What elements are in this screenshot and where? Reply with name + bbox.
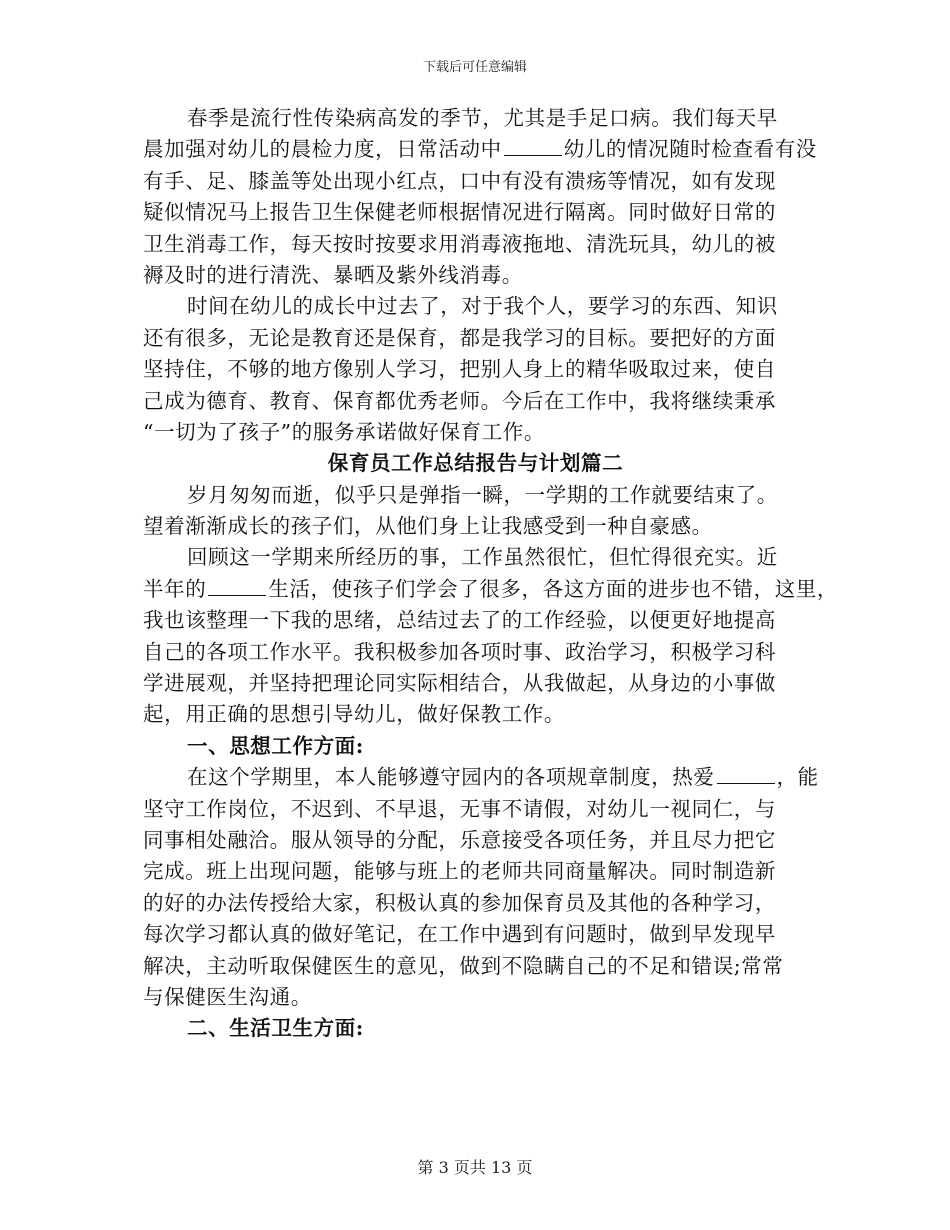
- paragraph-line: [143, 197, 808, 228]
- paragraph-line: [143, 982, 808, 1013]
- line-text: 每次学习都认真的做好笔记，在工作中遇到有问题时，做到早发现早: [143, 922, 776, 947]
- line-text: 褥及时的进行清洗、暴晒及紫外线消毒。: [143, 262, 523, 287]
- line-text: 坚持住，不够的地方像别人学习，把别人身上的精华吸取过来，使自: [143, 357, 776, 382]
- line-text: 与保健医生沟通。: [143, 984, 312, 1009]
- line-text: 一、思想工作方面:: [187, 733, 364, 758]
- section-heading: [143, 1013, 808, 1044]
- line-text: 回顾这一学期来所经历的事，工作虽然很忙，但忙得很充实。近: [187, 545, 778, 570]
- paragraph-line: [143, 794, 808, 825]
- paragraph-line: [143, 637, 808, 668]
- paragraph-line: [143, 291, 808, 322]
- paragraph-line: [143, 762, 819, 793]
- line-text: 疑似情况马上报告卫生保健老师根据情况进行隔离。同时做好日常的: [143, 200, 776, 225]
- paragraph-line: [143, 229, 808, 260]
- paragraph-line: [143, 699, 808, 730]
- paragraph-line: [143, 511, 808, 542]
- line-text: 起，用正确的思想引导幼儿，做好保教工作。: [143, 702, 565, 727]
- paragraph-line: [143, 134, 817, 165]
- line-text: 有手、足、膝盖等处出现小红点，口中有没有溃疡等情况，如有发现: [143, 168, 776, 193]
- paragraph-line: [143, 888, 808, 919]
- line-text: “一切为了孩子”的服务承诺做好保育工作。: [143, 419, 545, 444]
- paragraph-line: [143, 856, 808, 887]
- paragraph-line: [143, 166, 808, 197]
- paragraph-line: [143, 417, 808, 448]
- line-text: 在这个学期里，本人能够遵守园内的各项规章制度，热爱: [187, 765, 715, 790]
- paragraph-line: [143, 668, 808, 699]
- line-text: 学进展观，并坚持把理论同实际相结合，从我做起，从身边的小事做: [143, 671, 776, 696]
- line-text: 的好的办法传授给大家，积极认真的参加保育员及其他的各种学习，: [143, 890, 776, 915]
- line-text: 同事相处融洽。服从领导的分配，乐意接受各项任务，并且尽力把它: [143, 827, 776, 852]
- paragraph-line: [143, 386, 808, 417]
- line-text: 晨加强对幼儿的晨检力度，日常活动中: [143, 137, 502, 162]
- line-text: 春季是流行性传染病高发的季节，尤其是手足口病。我们每天早: [187, 106, 778, 130]
- paragraph-line: [143, 103, 808, 134]
- line-text: 卫生消毒工作，每天按时按要求用消毒液拖地、清洗玩具，幼儿的被: [143, 231, 776, 256]
- paragraph-line: [143, 574, 839, 605]
- paragraph-line: [143, 542, 808, 573]
- section-heading: [143, 731, 808, 762]
- line-text: 我也该整理一下我的思绪，总结过去了的工作经验，以便更好地提高: [143, 608, 776, 633]
- line-text: 完成。班上出现问题，能够与班上的老师共同商量解决。同时制造新: [143, 859, 776, 884]
- paragraph-line: [143, 825, 808, 856]
- line-text: 生活，使孩子们学会了很多，各这方面的进步也不错，这里，: [268, 576, 839, 601]
- paragraph-line: [143, 919, 808, 950]
- line-text: 保育员工作总结报告与计划篇二: [327, 451, 624, 476]
- document-body: [143, 103, 839, 1045]
- line-text: 岁月匆匆而逝，似乎只是弹指一瞬，一学期的工作就要结束了。: [187, 482, 778, 507]
- section-title: [143, 448, 808, 479]
- paragraph-line: [143, 260, 808, 291]
- paragraph-line: [143, 951, 808, 982]
- paragraph-line: [143, 323, 808, 354]
- line-text: 解决，主动听取保健医生的意见，做到不隐瞒自己的不足和错误;常常: [143, 953, 784, 978]
- line-text: 半年的: [143, 576, 207, 601]
- line-text: 幼儿的情况随时检查看有没: [563, 137, 817, 162]
- page-header: 下载后可任意编辑: [422, 60, 527, 75]
- line-text: ，能: [776, 765, 819, 790]
- paragraph-line: [143, 354, 808, 385]
- line-text: 坚守工作岗位，不迟到、不早退，无事不请假，对幼儿一视同仁，与: [143, 796, 776, 821]
- fill-in-blank: [717, 765, 775, 784]
- page-footer: 第 3 页共 13 页: [417, 1158, 533, 1177]
- paragraph-line: [143, 480, 808, 511]
- line-text: 时间在幼儿的成长中过去了，对于我个人，要学习的东西、知识: [187, 294, 778, 319]
- line-text: 己成为德育、教育、保育都优秀老师。今后在工作中，我将继续秉承: [143, 388, 776, 413]
- paragraph-line: [143, 605, 808, 636]
- line-text: 自己的各项工作水平。我积极参加各项时事、政治学习，积极学习科: [143, 639, 776, 664]
- fill-in-blank: [504, 137, 562, 156]
- line-text: 二、生活卫生方面:: [187, 1016, 364, 1041]
- line-text: 望着渐渐成长的孩子们，从他们身上让我感受到一种自豪感。: [143, 514, 713, 539]
- line-text: 还有很多，无论是教育还是保育，都是我学习的目标。要把好的方面: [143, 325, 776, 350]
- fill-in-blank: [208, 577, 266, 596]
